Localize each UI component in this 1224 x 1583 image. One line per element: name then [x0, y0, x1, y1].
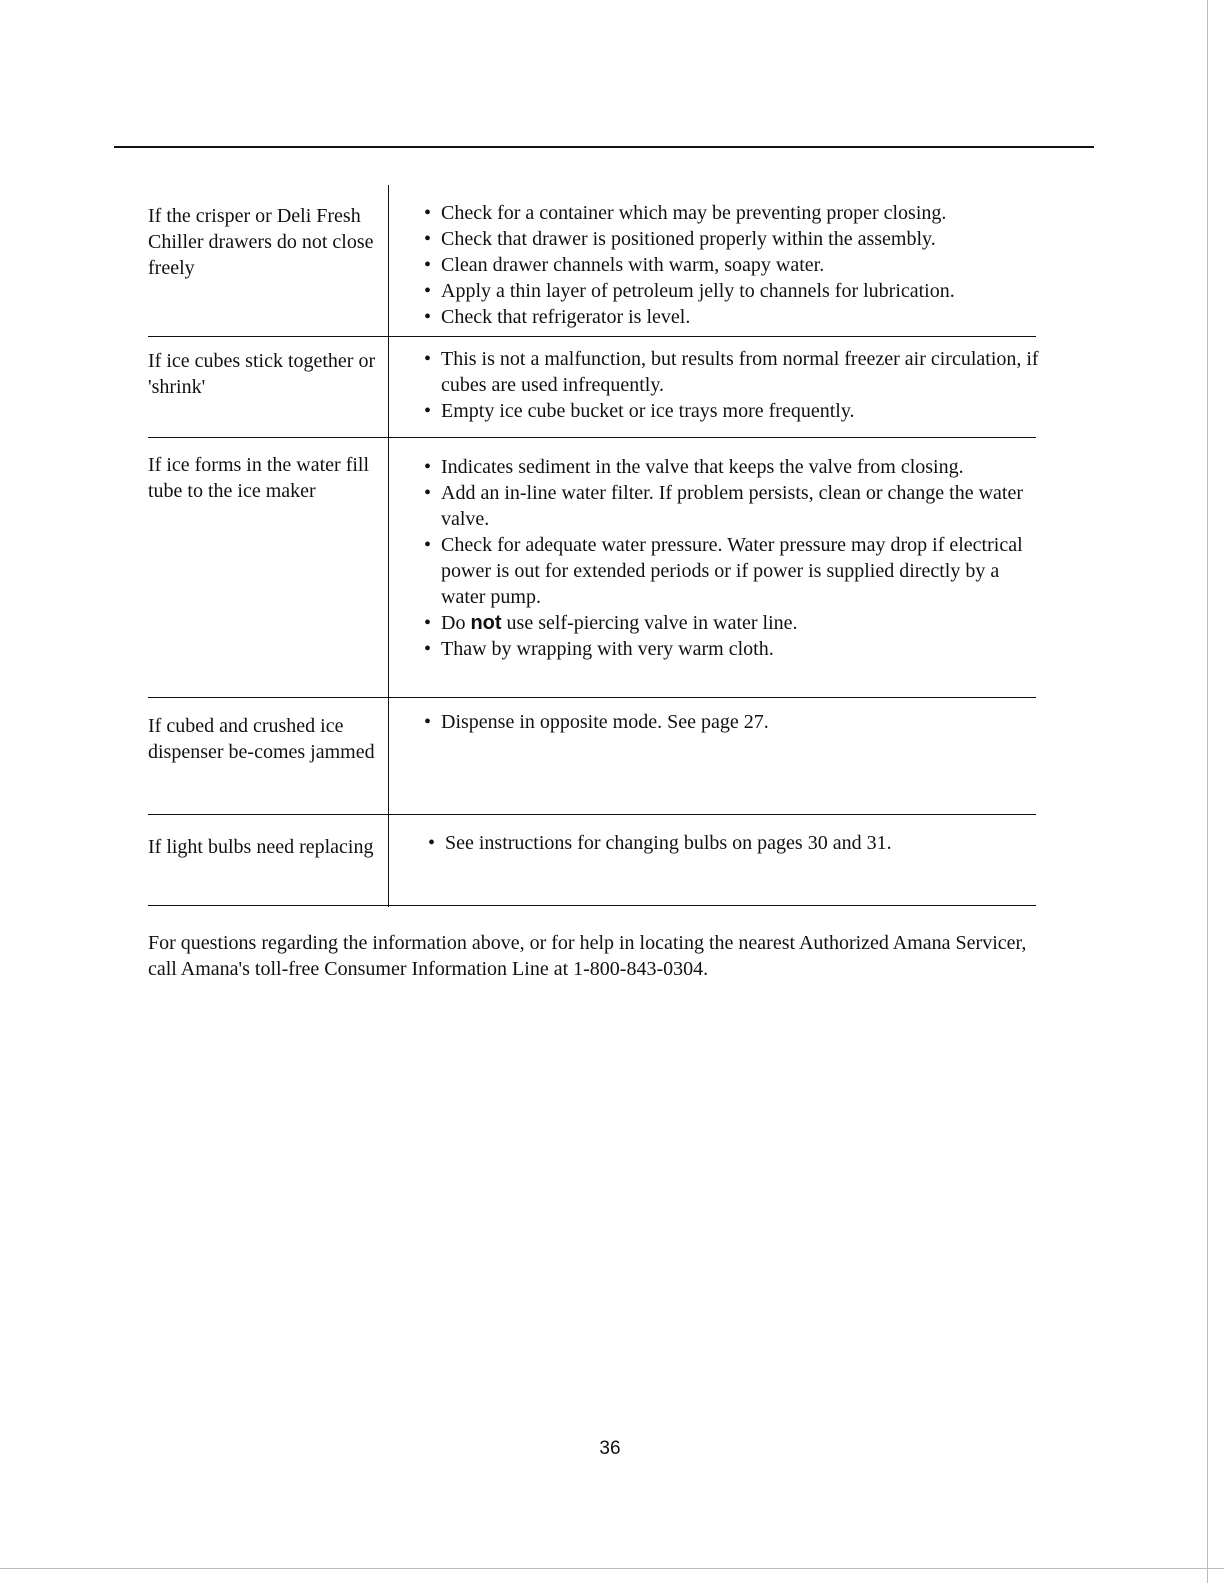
list-item: • Check that refrigerator is level.	[424, 304, 1044, 330]
list-item: • See instructions for changing bulbs on pages 30 and 31.	[428, 830, 1048, 856]
list-item: • Check that drawer is positioned properly within the assembly.	[424, 226, 1044, 252]
list-item: • Clean drawer channels with warm, soapy water.	[424, 252, 1044, 278]
row-2-solutions	[424, 346, 1044, 424]
list-item: • This is not a malfunction, but results from normal freezer air circulation, if cubes are used infrequently.	[424, 346, 1044, 398]
row-1-condition: If the crisper or Deli Fresh Chiller drawers do not close freely	[148, 205, 374, 279]
row-divider	[148, 814, 1036, 815]
row-4-condition: If cubed and crushed ice dispenser be-comes jammed	[148, 715, 375, 763]
list-item: • Indicates sediment in the valve that keeps the valve from closing.	[424, 454, 1044, 480]
row-4-solutions	[424, 709, 1044, 735]
list-item: • Add an in-line water filter. If problem persists, clean or change the water valve.	[424, 480, 1044, 532]
scan-edge-bottom	[0, 1568, 1224, 1569]
list-item	[424, 610, 1044, 636]
page-number: 36	[599, 1438, 621, 1459]
list-item: • Thaw by wrapping with very warm cloth.	[424, 636, 1044, 662]
row-divider	[148, 905, 1036, 906]
column-divider	[388, 185, 389, 907]
list-item: • Check for adequate water pressure. Water pressure may drop if electrical power is out for extended periods or if power is supplied directly by a water pump.	[424, 532, 1044, 610]
emphasis-not: not	[470, 612, 502, 634]
list-item: • Check for a container which may be preventing proper closing.	[424, 200, 1044, 226]
scan-edge-right	[1207, 0, 1208, 1583]
top-rule	[114, 146, 1094, 148]
row-divider	[148, 437, 1036, 438]
list-item: • Apply a thin layer of petroleum jelly to channels for lubrication.	[424, 278, 1044, 304]
rest-text: use self-piercing valve in water line.	[501, 612, 798, 634]
list-item: • Empty ice cube bucket or ice trays more frequently.	[424, 398, 1044, 424]
row-5-solutions	[428, 830, 1048, 856]
row-3-condition: If ice forms in the water fill tube to the ice maker	[148, 454, 370, 502]
row-divider	[148, 336, 1036, 337]
do-text: Do	[441, 612, 471, 634]
footer-note: For questions regarding the information above, or for help in locating the nearest Authorized Amana Servicer, call Amana's toll-free Consumer Information Line at 1-800-843-0304.	[148, 932, 1027, 980]
row-1-solutions	[424, 200, 1044, 330]
row-divider	[148, 697, 1036, 698]
row-2-condition: If ice cubes stick together or 'shrink'	[148, 350, 376, 398]
row-3-solutions	[424, 454, 1044, 662]
list-item: • Dispense in opposite mode. See page 27.	[424, 709, 1044, 735]
row-5-condition: If light bulbs need replacing	[148, 836, 374, 858]
